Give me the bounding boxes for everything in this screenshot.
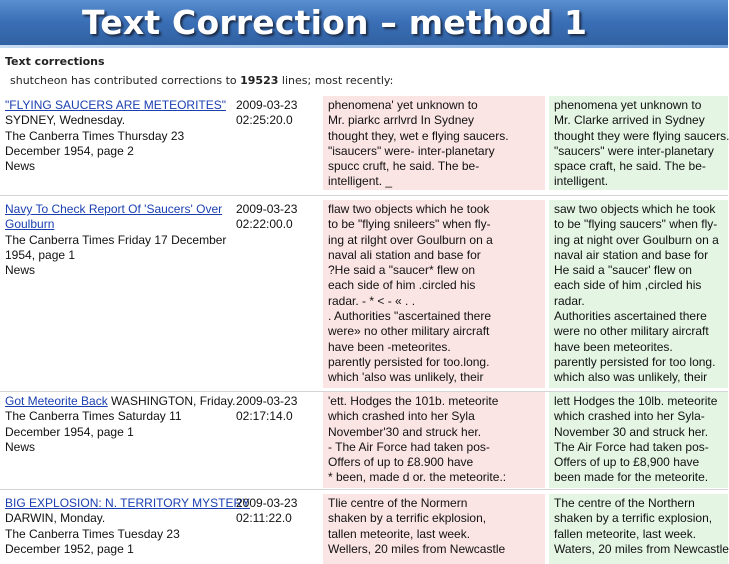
new-line: The Air Force had taken pos- — [554, 439, 709, 454]
text-corrections-panel — [0, 48, 729, 556]
old-line: November'30 and struck her. — [328, 424, 482, 439]
timestamp-cell — [236, 202, 316, 233]
old-line: ?He said a "saucer* flew on — [328, 263, 476, 278]
old-line: parently persisted for too.long. — [328, 354, 490, 369]
correction-time: 02:25:20.0 — [236, 113, 293, 128]
article-link[interactable]: "FLYING SAUCERS ARE METEORITES" — [5, 98, 227, 112]
corrected-text-cell — [549, 392, 728, 488]
correction-date: 2009-03-23 — [236, 98, 298, 112]
new-line: ing at night over Goulburn on a — [554, 232, 719, 247]
new-line: shaken by a terrific explosion, — [554, 511, 713, 526]
old-line: . Authorities "ascertained there — [328, 309, 492, 324]
correction-time: 02:22:00.0 — [236, 217, 293, 232]
old-line: thought they, wet e flying saucers. — [328, 128, 509, 143]
original-text-cell — [323, 96, 545, 190]
timestamp-cell — [236, 496, 316, 527]
new-line: November 30 and struck her. — [554, 424, 709, 439]
row-divider — [0, 489, 728, 490]
correction-date: 2009-03-23 — [236, 202, 298, 216]
corrections-summary — [10, 74, 393, 87]
old-line: 'ett. Hodges the 101b. meteorite — [328, 394, 499, 408]
article-line: The Canberra Times Tuesday 23 — [5, 526, 180, 541]
correction-time: 02:11:22.0 — [236, 511, 292, 526]
old-line: tallen meteorite, last week. — [328, 526, 471, 541]
article-link[interactable]: Got Meteorite Back — [5, 394, 108, 408]
old-line: have been -meteorites. — [328, 339, 451, 354]
old-line: were» no other military aircraft — [328, 324, 490, 339]
article-line: News — [5, 263, 36, 278]
new-line: "saucers" were inter-planetary — [554, 143, 714, 158]
article-line: December 1954, page 2 — [5, 143, 134, 158]
new-line: Authorities ascertained there — [554, 309, 707, 324]
new-line: radar. — [554, 293, 585, 308]
old-line: - The Air Force had taken pos- — [328, 439, 490, 454]
original-text-cell — [323, 200, 545, 388]
original-text-cell — [323, 494, 545, 564]
correction-time: 02:17:14.0 — [236, 409, 293, 424]
article-cell — [5, 202, 230, 278]
new-line: naval air station and base for — [554, 247, 709, 262]
article-link[interactable]: BIG EXPLOSION: N. TERRITORY MYSTERY — [5, 496, 250, 510]
old-line: each side of him .circled his — [328, 278, 476, 293]
old-line: Offers of up to £8.900 have — [328, 455, 474, 470]
new-line: saw two objects which he took — [554, 202, 716, 216]
article-link[interactable]: Goulburn — [5, 217, 55, 232]
new-line: each side of him ,circled his — [554, 278, 702, 293]
new-line: to be "flying saucers" when fly- — [554, 217, 718, 232]
correction-date: 2009-03-23 — [236, 496, 298, 510]
correction-date: 2009-03-23 — [236, 394, 298, 408]
new-line: phenomena yet unknown to — [554, 98, 702, 112]
article-cell — [5, 98, 230, 174]
new-line: been made for the meteorite. — [554, 470, 709, 485]
article-line: SYDNEY, Wednesday. — [5, 113, 126, 128]
new-line: The centre of the Northern — [554, 496, 695, 510]
old-line: intelligent. _ — [328, 174, 393, 189]
old-line: * been, made d or. the meteorite.: — [328, 470, 507, 485]
article-line: December 1952, page 1 — [5, 541, 134, 556]
old-line: phenomena' yet unknown to — [328, 98, 478, 112]
article-dateline: WASHINGTON, Friday. — [107, 394, 236, 408]
article-cell — [5, 394, 236, 455]
timestamp-cell — [236, 394, 316, 425]
old-line: to be "flying snileers" when fly- — [328, 217, 491, 232]
new-line: have been meteorites. — [554, 339, 673, 354]
article-line: DARWIN, Monday. — [5, 511, 106, 526]
article-link[interactable]: Navy To Check Report Of 'Saucers' Over — [5, 202, 223, 216]
new-line: space craft, he said. The be- — [554, 159, 706, 174]
new-line: which also was unlikely, their — [554, 370, 708, 385]
timestamp-cell — [236, 98, 316, 129]
old-line: shaken by a terrific ekplosion, — [328, 511, 487, 526]
new-line: Waters, 20 miles from Newcastle — [554, 541, 729, 556]
slide-title: Text Correction – method 1 — [82, 3, 588, 42]
article-line: 1954, page 1 — [5, 247, 76, 262]
new-line: Mr. Clarke arrived in Sydney — [554, 113, 705, 128]
corrected-text-cell — [549, 200, 728, 388]
old-line: ing at rilght over Goulburn on a — [328, 232, 493, 247]
new-line: thought they were flying saucers. — [554, 128, 729, 143]
article-cell — [5, 496, 250, 557]
new-line: lett Hodges the 10lb. meteorite — [554, 394, 718, 408]
article-line: News — [5, 439, 36, 454]
new-line: fallen meteorite, last week. — [554, 526, 697, 541]
panel-heading: Text corrections — [5, 55, 105, 68]
new-line: were no other military aircraft — [554, 324, 709, 339]
old-line: Wellers, 20 miles from Newcastle — [328, 541, 506, 556]
old-line: naval ali station and base for — [328, 247, 481, 262]
new-line: which crashed into her Syla- — [554, 409, 705, 424]
old-line: radar. - * < - « . . — [328, 293, 416, 308]
corrected-text-cell — [549, 96, 728, 190]
corrected-text-cell — [549, 494, 728, 564]
slide-header — [0, 0, 728, 48]
old-line: "isaucers" were- inter-planetary — [328, 143, 495, 158]
new-line: intelligent. — [554, 174, 609, 189]
summary-count: 19523 — [240, 74, 279, 87]
article-line: The Canberra Times Thursday 23 — [5, 128, 185, 143]
old-line: which crashed into her Syla — [328, 409, 475, 424]
old-line: which 'also was unlikely, their — [328, 370, 484, 385]
new-line: Offers of up to £8,900 have — [554, 455, 700, 470]
old-line: Tlie centre of the Normern — [328, 496, 468, 510]
new-line: parently persisted for too long. — [554, 354, 716, 369]
original-text-cell — [323, 392, 545, 488]
article-line: The Canberra Times Friday 17 December — [5, 232, 227, 247]
article-line: News — [5, 159, 36, 174]
old-line: Mr. piarkc arrlvrd In Sydney — [328, 113, 475, 128]
summary-user: shutcheon — [10, 74, 68, 87]
row-divider — [0, 195, 728, 196]
article-line: December 1954, page 1 — [5, 424, 134, 439]
article-line: The Canberra Times Saturday 11 — [5, 409, 182, 424]
summary-mid: has contributed corrections to — [67, 74, 241, 87]
old-line: flaw two objects which he took — [328, 202, 490, 216]
new-line: He said a "saucer' flew on — [554, 263, 692, 278]
summary-end: lines; most recently: — [278, 74, 394, 87]
old-line: spucc cruft, he said. The be- — [328, 159, 480, 174]
